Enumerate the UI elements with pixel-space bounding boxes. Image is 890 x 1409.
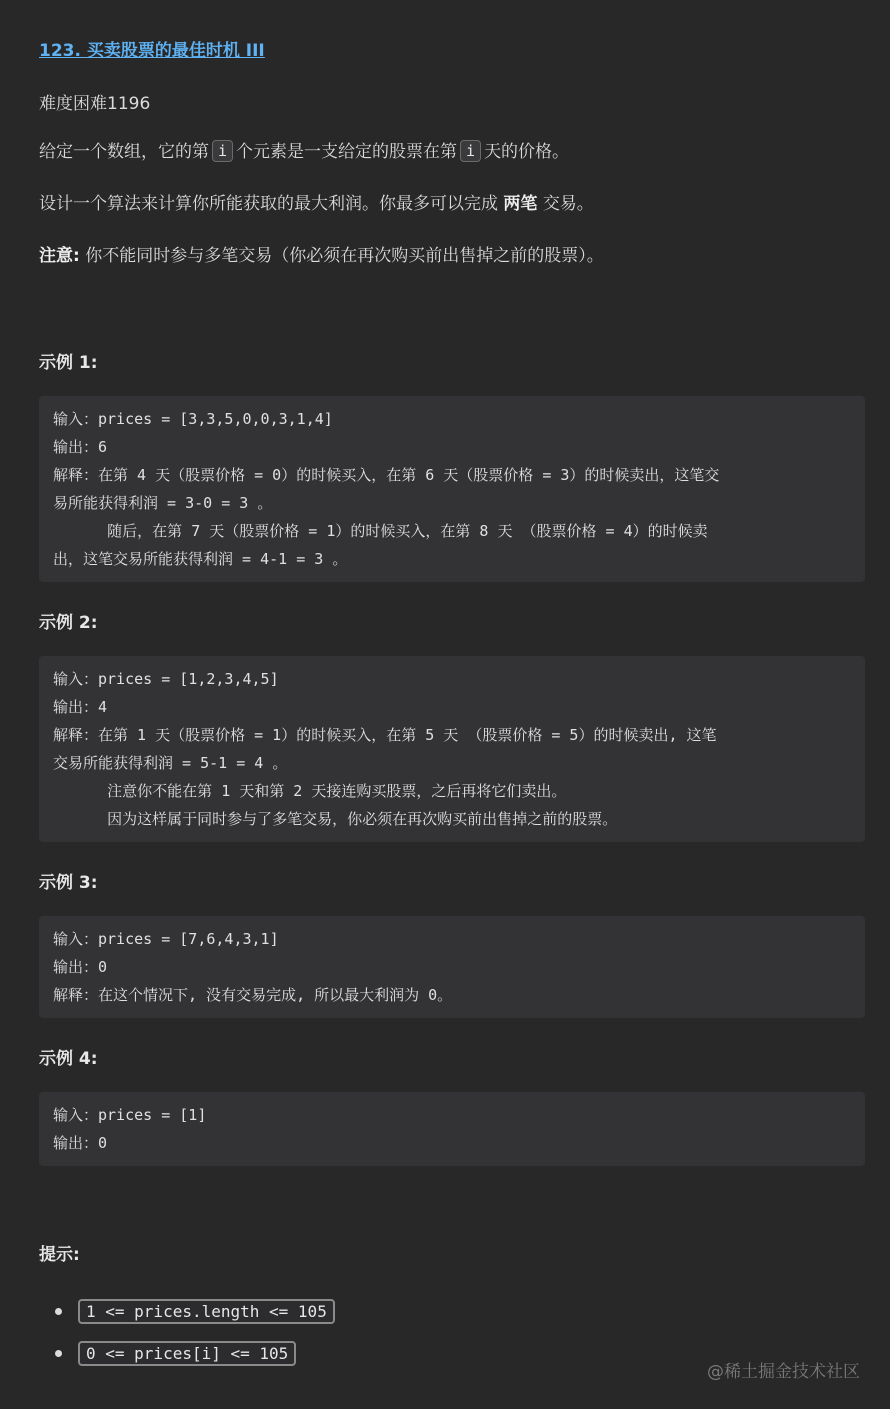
example-line: 解释：在这个情况下, 没有交易完成, 所以最大利润为 0。	[53, 986, 453, 1004]
desc-text: 给定一个数组，它的第	[39, 142, 209, 162]
note-label: 注意:	[39, 246, 80, 266]
hints-heading: 提示:	[39, 1245, 80, 1265]
hint-code: 1 <= prices.length <= 105	[78, 1299, 335, 1324]
example-line: 输出：0	[53, 1134, 108, 1152]
example-line: 输入：prices = [1,2,3,4,5]	[53, 670, 279, 688]
example-line: 输出：0	[53, 958, 108, 976]
example-line: 随后，在第 7 天（股票价格 = 1）的时候买入，在第 8 天 （股票价格 = 4）的时候卖	[53, 522, 708, 540]
example-3-heading: 示例 3:	[39, 873, 98, 893]
example-3-code-block	[39, 916, 865, 1018]
desc-text: 设计一个算法来计算你所能获取的最大利润。你最多可以完成	[39, 194, 498, 214]
desc-bold: 两笔	[503, 194, 538, 214]
bullet-icon	[55, 1308, 62, 1315]
example-4-heading: 示例 4:	[39, 1049, 98, 1069]
desc-text: 天的价格。	[484, 142, 570, 162]
description-paragraph-1	[39, 139, 569, 165]
example-line: 易所能获得利润 = 3-0 = 3 。	[53, 494, 273, 512]
hint-item	[39, 1290, 335, 1332]
inline-code: i	[212, 140, 233, 162]
example-2-code-block	[39, 656, 865, 842]
bullet-icon	[55, 1350, 62, 1357]
description-paragraph-2	[39, 191, 594, 217]
desc-text: 交易。	[542, 194, 594, 214]
example-line: 因为这样属于同时参与了多笔交易，你必须在再次购买前出售掉之前的股票。	[53, 810, 618, 828]
inline-code: i	[460, 140, 481, 162]
example-line: 输出：6	[53, 438, 108, 456]
hint-item	[39, 1332, 335, 1374]
watermark: @稀土掘金技术社区	[707, 1362, 860, 1382]
example-line: 交易所能获得利润 = 5-1 = 4 。	[53, 754, 288, 772]
hints-list	[39, 1290, 335, 1374]
example-line: 输出：4	[53, 698, 108, 716]
example-line: 输入：prices = [1]	[53, 1106, 207, 1124]
difficulty-label: 难度困难1196	[39, 94, 151, 114]
example-line: 输入：prices = [3,3,5,0,0,3,1,4]	[53, 410, 333, 428]
example-1-heading: 示例 1:	[39, 353, 98, 373]
example-2-heading: 示例 2:	[39, 613, 98, 633]
note-paragraph	[39, 243, 604, 269]
example-line: 注意你不能在第 1 天和第 2 天接连购买股票，之后再将它们卖出。	[53, 782, 567, 800]
example-line: 输入：prices = [7,6,4,3,1]	[53, 930, 279, 948]
hint-code: 0 <= prices[i] <= 105	[78, 1341, 296, 1366]
example-line: 解释：在第 1 天（股票价格 = 1）的时候买入，在第 5 天 （股票价格 = 5）的时候卖出, 这笔	[53, 726, 717, 744]
example-line: 解释：在第 4 天（股票价格 = 0）的时候买入，在第 6 天（股票价格 = 3）的时候卖出，这笔交	[53, 466, 720, 484]
example-line: 出，这笔交易所能获得利润 = 4-1 = 3 。	[53, 550, 348, 568]
problem-title-link[interactable]: 123. 买卖股票的最佳时机 III	[39, 41, 265, 61]
example-1-code-block	[39, 396, 865, 582]
desc-text: 个元素是一支给定的股票在第	[236, 142, 458, 162]
note-text: 你不能同时参与多笔交易（你必须在再次购买前出售掉之前的股票）。	[85, 246, 604, 266]
example-4-code-block	[39, 1092, 865, 1166]
